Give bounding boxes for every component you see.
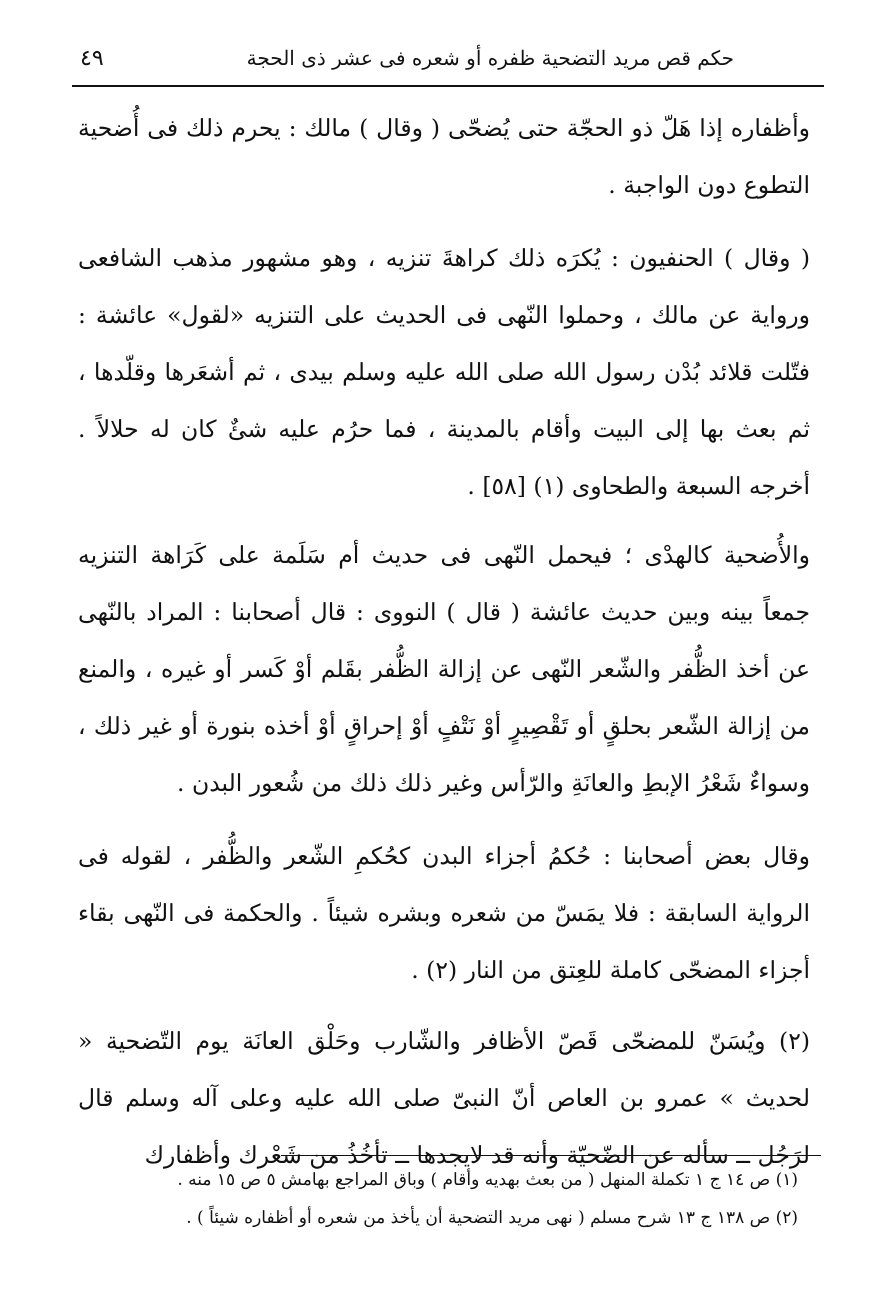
running-header bbox=[72, 42, 824, 76]
page-number: ٤٩ bbox=[80, 46, 104, 71]
footnote-1: (١) ص ١٤ ج ١ تكملة المنهل ( من بعث بهديه وأقام ) وباق المراجع بهامش ٥ ص ١٥ منه . bbox=[177, 1170, 798, 1190]
footnote-divider bbox=[281, 1155, 821, 1156]
main-text bbox=[78, 100, 810, 1198]
footnote-2: (٢) ص ١٣٨ ج ١٣ شرح مسلم ( نهى مريد التضحية أن يأخذ من شعره أو أظفاره شيئاً ) . bbox=[186, 1208, 798, 1228]
paragraph: وأظفاره إذا هَلّ ذو الحجّة حتى يُضحّى ( وقال ) مالك : يحرم ذلك فى أُضحية التطوع دون الواجبة . bbox=[78, 114, 810, 199]
paragraph: (٢) ويُسَنّ للمضحّى قَصّ الأظافر والشّارب وحَلْق العانَة يوم التّضحية « لحديث » عمرو بن العاص أنّ النبىّ صلى الله عليه وعلى آله وسلم قال لرَجُل ــ سأله عن الضّحيّة وأنه قد لايجدها ــ تأخُذُ من شَعْرك وأظفارك bbox=[78, 1027, 810, 1169]
header-divider bbox=[72, 85, 824, 87]
paragraph: وقال بعض أصحابنا : حُكمُ أجزاء البدن كحُكمِ الشّعر والظُّفر ، لقوله فى الرواية السابقة : فلا يمَسّ من شعره وبشره شيئاً . والحكمة فى النّهى بقاء أجزاء المضحّى كاملة للعِتق من النار (٢) . bbox=[78, 842, 810, 984]
footnotes bbox=[86, 1165, 798, 1241]
paragraph: ( وقال ) الحنفيون : يُكرَه ذلك كراهةَ تنزيه ، وهو مشهور مذهب الشافعى ورواية عن مالك ، وحملوا النّهى فى الحديث على التنزيه «لقول» عائشة : فتّلت قلائد بُدْن رسول الله صلى الله عليه وسلم بيدى ، ثم أشعَرها وقلّدها ، ثم بعث بها إلى البيت وأقام بالمدينة ، فما حرُم عليه شئٌ كان له حلالاً . أخرجه السبعة والطحاوى (١) [٥٨] . bbox=[78, 244, 810, 500]
paragraph: والأُضحية كالهدْى ؛ فيحمل النّهى فى حديث أم سَلَمة على كَرَاهة التنزيه جمعاً بينه وبين حديث عائشة ( قال ) النووى : قال أصحابنا : المراد بالنّهى عن أخذ الظُّفر والشّعر النّهى عن إزالة الظُّفر بقَلم أوْ كَسر أو غيره ، والمنع من إزالة الشّعر بحلقٍ أو تَقْصِيرٍ أوْ نَتْفٍ أوْ إحراقٍ أوْ أخذه بنورة أو غير ذلك ، وسواءٌ شَعْرُ الإبطِ والعانَةِ والرّأس وغير ذلك ذلك من شُعور البدن . bbox=[78, 541, 810, 797]
running-header-title: حكم قص مريد التضحية ظفره أو شعره فى عشر ذى الحجة bbox=[246, 46, 734, 70]
